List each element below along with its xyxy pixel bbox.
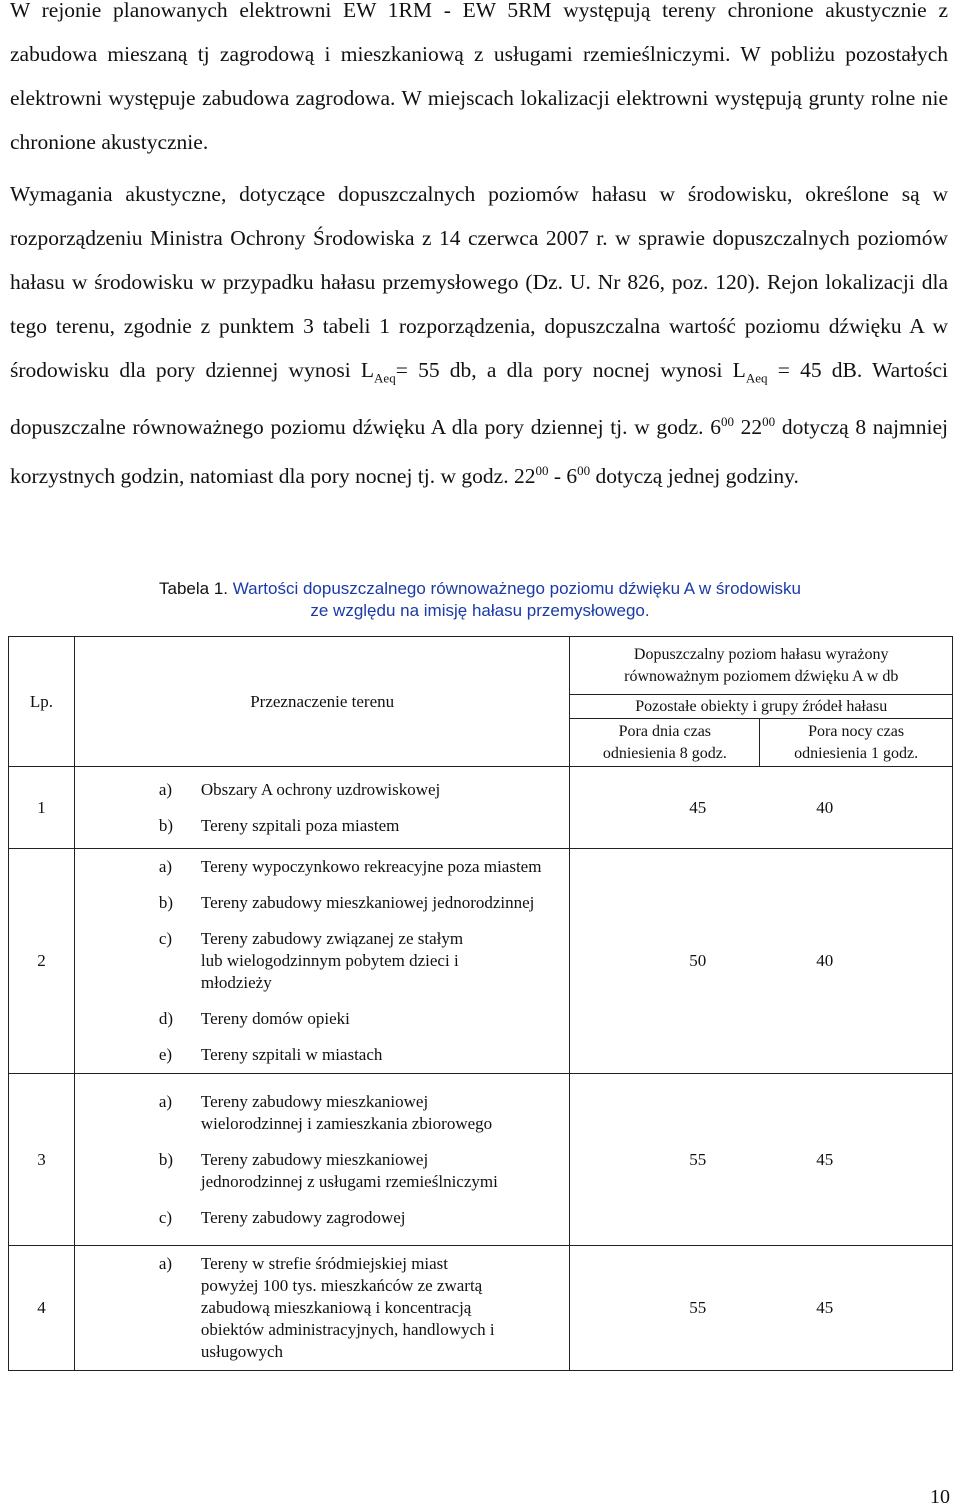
value-day: 55 — [689, 1149, 707, 1169]
list-item: b) Tereny zabudowy mieszkaniowej jednorodzinnej z usługami rzemieślniczymi — [158, 1149, 498, 1191]
list-item: b) Tereny szpitali poza miastem — [158, 815, 400, 835]
header-night: Pora nocy czas odniesienia 1 godz. — [760, 719, 953, 767]
row-purpose — [74, 849, 570, 1074]
caption-title-line2: ze względu na imisję hałasu przemysłowego. — [310, 601, 650, 620]
value-day: 45 — [689, 797, 707, 817]
intro-paragraph: W rejonie planowanych elektrowni EW 1RM - EW 5RM występują tereny chronione akustycznie z zabudowa mieszaną tj zagrodową i mieszkaniową z usługami rzemieślniczymi. W pobliżu pozostałych elektrowni występuje zabudowa zagrodowa. W miejscach lokalizacji elektrowni występują grunty rolne nie chronione akustycznie. — [10, 0, 948, 154]
header-purpose: Przeznaczenie terenu — [74, 637, 570, 767]
row-lp: 3 — [9, 1074, 75, 1246]
table-caption — [0, 578, 960, 622]
list-item: a) Tereny wypoczynkowo rekreacyjne poza miastem — [158, 857, 542, 876]
row-values — [570, 849, 953, 1074]
caption-title: Wartości dopuszczalnego równoważnego poziomu dźwięku A w środowisku — [232, 579, 801, 598]
list-item: a) Obszary A ochrony uzdrowiskowej — [158, 779, 441, 799]
header-lp: Lp. — [9, 637, 75, 767]
list-item: a) Tereny zabudowy mieszkaniowej wielorodzinnej i zamieszkania zbiorowego — [158, 1091, 493, 1133]
row-values — [570, 1246, 953, 1371]
list-item: b) Tereny zabudowy mieszkaniowej jednorodzinnej — [158, 893, 535, 912]
list-item: c) Tereny zabudowy zagrodowej — [158, 1207, 406, 1227]
value-night: 45 — [816, 1298, 834, 1317]
value-day: 55 — [689, 1298, 707, 1317]
value-day: 50 — [689, 951, 707, 970]
noise-limits-table — [8, 636, 953, 1371]
row-values — [570, 767, 953, 849]
caption-label: Tabela 1. — [159, 579, 233, 598]
row-purpose — [74, 1074, 570, 1246]
header-day: Pora dnia czas odniesienia 8 godz. — [570, 719, 760, 767]
value-night: 40 — [816, 797, 834, 817]
table-row — [9, 1074, 953, 1246]
row-lp: 2 — [9, 849, 75, 1074]
table-row — [9, 767, 953, 849]
header-sources: Pozostałe obiekty i grupy źródeł hałasu — [570, 695, 953, 719]
page-number: 10 — [930, 1486, 950, 1508]
row-lp: 4 — [9, 1246, 75, 1371]
table-row — [9, 1246, 953, 1371]
list-item: c) Tereny zabudowy związanej ze stałym lub wielogodzinnym pobytem dzieci i młodzieży — [158, 929, 464, 992]
value-night: 45 — [816, 1149, 834, 1169]
list-item: a) Tereny w strefie śródmiejskiej miast powyżej 100 tys. mieszkańców ze zwartą zabudową mieszkaniową i koncentracją obiektów administracyjnych, handlowych i usługowych — [158, 1254, 495, 1361]
row-purpose — [74, 767, 570, 849]
table-row — [9, 849, 953, 1074]
value-night: 40 — [816, 951, 834, 970]
row-values — [570, 1074, 953, 1246]
row-lp: 1 — [9, 767, 75, 849]
row-purpose — [74, 1246, 570, 1371]
header-level: Dopuszczalny poziom hałasu wyrażony równoważnym poziomem dźwięku A w db — [570, 637, 953, 695]
list-item: d) Tereny domów opieki — [158, 1009, 350, 1028]
list-item: e) Tereny szpitali w miastach — [158, 1045, 383, 1064]
requirements-paragraph: Wymagania akustyczne, dotyczące dopuszczalnych poziomów hałasu w środowisku, określone są w rozporządzeniu Ministra Ochrony Środowiska z 14 czerwca 2007 r. w sprawie dopuszczalnych poziomów hałasu w środowisku w przypadku hałasu przemysłowego (Dz. U. Nr 826, poz. 120). Rejon lokalizacji dla tego terenu, zgodnie z punktem 3 tabeli 1 rozporządzenia, dopuszczalna wartość poziomu dźwięku A w środowisku dla pory dziennej wynosi $L_{Aeq}= 55$ db, a dla pory nocnej wynosi $L_{Aeq} = 45$ dB. Wartości dopuszczalne równoważnego poziomu dźwięku A dla pory dziennej tj. w godz. $6^{00}$ $22^{00}$ dotyczą 8 najmniej korzystnych godzin, natomiast dla pory nocnej tj. w godz. $22^{00} - 6^{00}$ dotyczą jednej godziny. — [10, 182, 948, 489]
